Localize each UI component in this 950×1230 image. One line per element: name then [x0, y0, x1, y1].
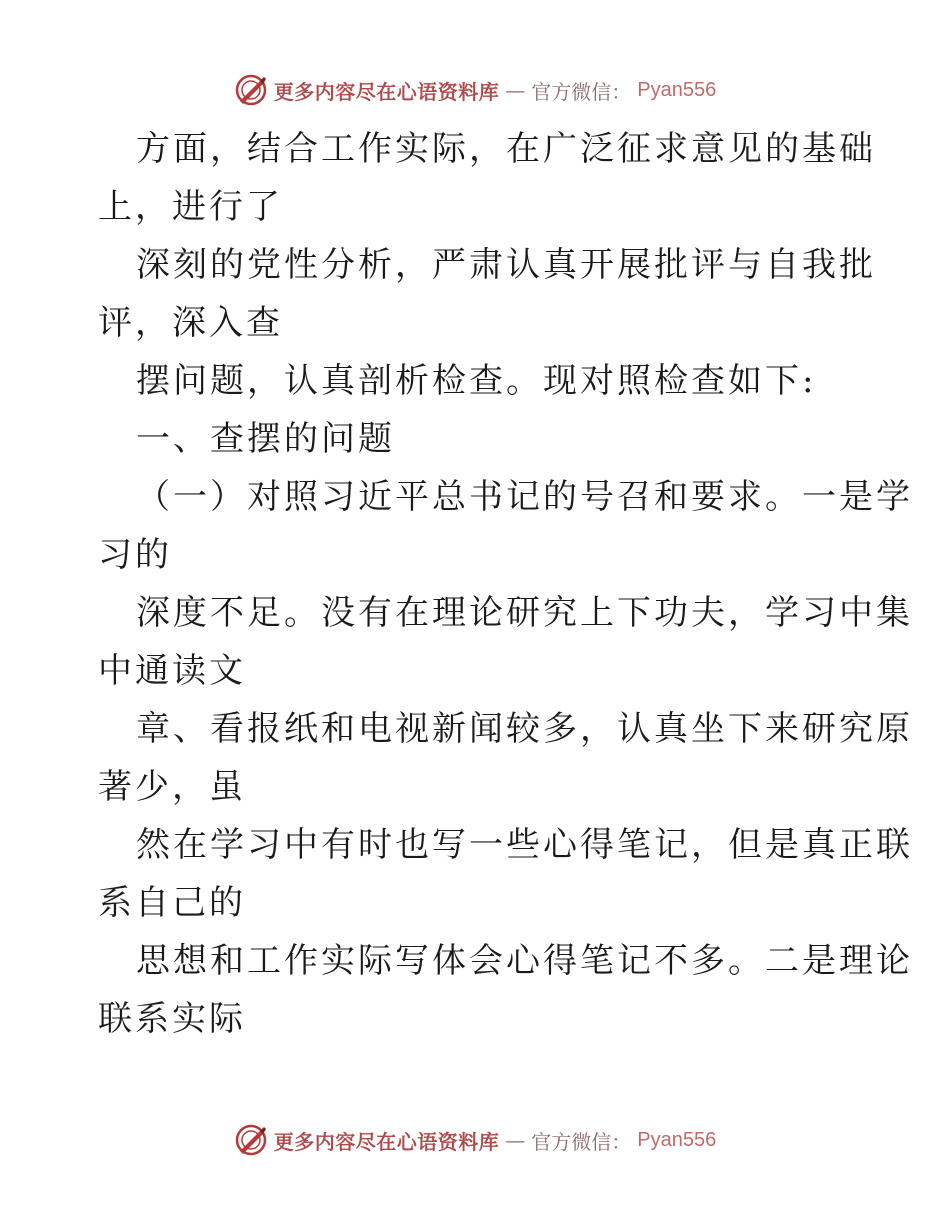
watermark-dash: — — [505, 1128, 526, 1152]
text-line: 联系实际 — [98, 999, 246, 1039]
text-line: 方面，结合工作实际，在广泛征求意见的基础 — [136, 129, 876, 169]
watermark-wechat-label: 官方微信： — [531, 1129, 632, 1154]
text-line: 摆问题，认真剖析检查。现对照检查如下: — [136, 361, 817, 401]
text-line: 评，深入查 — [98, 303, 283, 343]
header-watermark-banner — [0, 68, 950, 112]
document-body — [98, 120, 913, 1048]
watermark-group — [234, 1123, 716, 1157]
text-line: 系自己的 — [98, 883, 246, 923]
pen-logo-icon — [234, 1123, 268, 1157]
text-line: 习的 — [98, 535, 172, 575]
watermark-dash: — — [505, 78, 526, 102]
watermark-site-text: 更多内容尽在心语资料库 — [273, 79, 500, 104]
pen-logo-icon — [234, 73, 268, 107]
watermark-wechat-id: Pyan556 — [637, 1128, 717, 1151]
watermark-wechat-label: 官方微信： — [531, 79, 632, 104]
text-line: 著少，虽 — [98, 767, 246, 807]
text-line: 然在学习中有时也写一些心得笔记，但是真正联 — [136, 825, 913, 865]
watermark-site-text: 更多内容尽在心语资料库 — [273, 1129, 500, 1154]
text-line: 思想和工作实际写体会心得笔记不多。二是理论 — [136, 941, 913, 981]
text-line: 上，进行了 — [98, 187, 283, 227]
text-line: 中通读文 — [98, 651, 246, 691]
subsection-heading-line: （一）对照习近平总书记的号召和要求。一是学 — [136, 477, 913, 517]
watermark-group — [234, 73, 716, 107]
text-line: 深刻的党性分析，严肃认真开展批评与自我批 — [136, 245, 876, 285]
text-line: 深度不足。没有在理论研究上下功夫，学习中集 — [136, 593, 913, 633]
text-line: 章、看报纸和电视新闻较多，认真坐下来研究原 — [136, 709, 913, 749]
section-heading: 一、查摆的问题 — [136, 419, 395, 459]
watermark-wechat-id: Pyan556 — [637, 78, 717, 101]
footer-watermark-banner — [0, 1118, 950, 1162]
